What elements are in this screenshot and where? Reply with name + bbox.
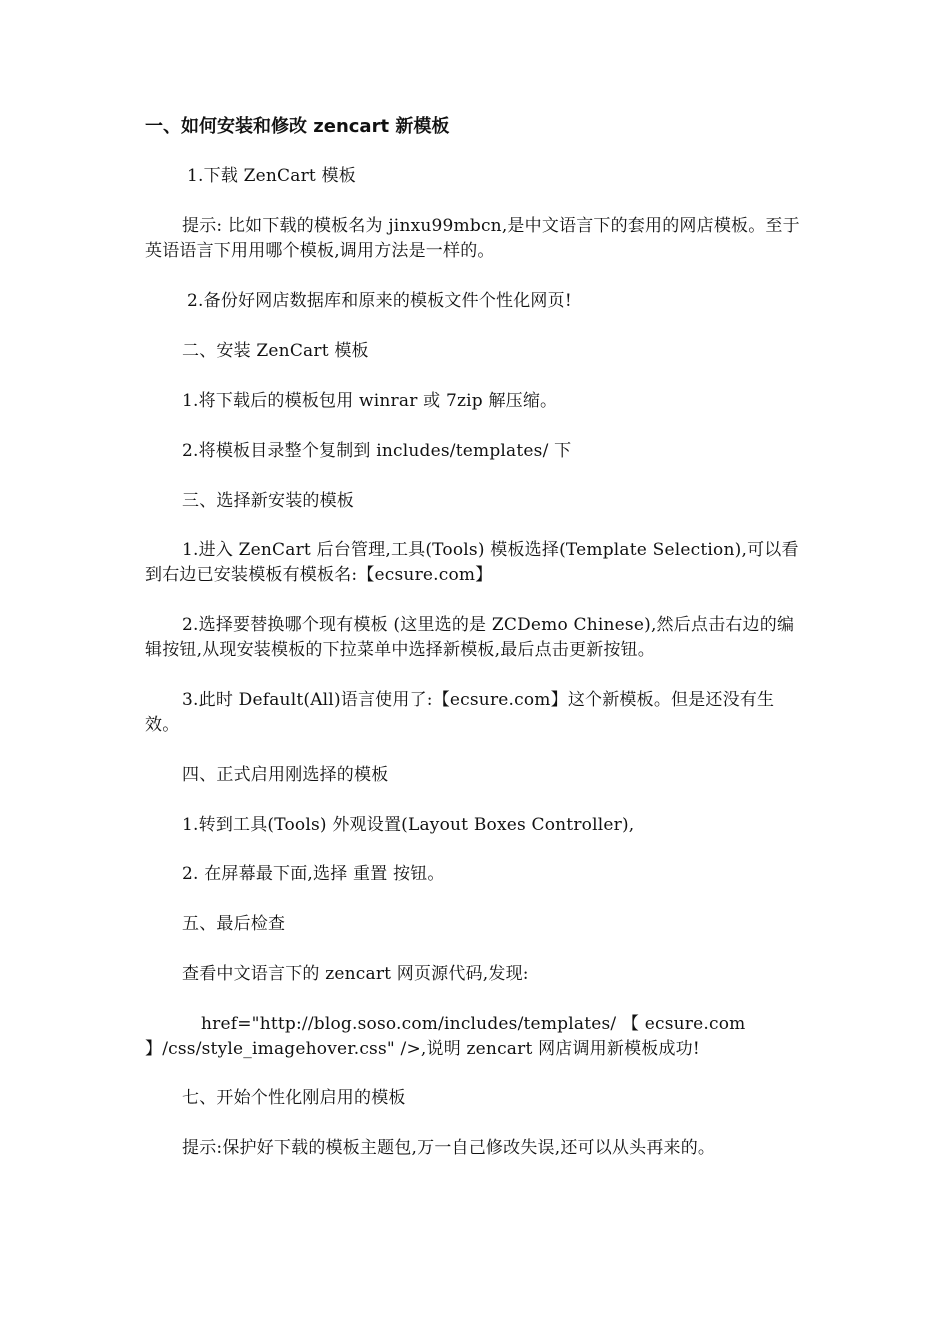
paragraph-layout-boxes: 1.转到工具(Tools) 外观设置(Layout Boxes Controller), bbox=[182, 815, 635, 835]
section-heading-select: 三、选择新安装的模板 bbox=[182, 491, 354, 511]
paragraph-view-source: 查看中文语言下的 zencart 网页源代码,发现: bbox=[182, 964, 529, 984]
section-heading-install: 二、安装 ZenCart 模板 bbox=[182, 341, 369, 361]
paragraph-tip-backup-theme: 提示:保护好下载的模板主题包,万一自己修改失误,还可以从头再来的。 bbox=[182, 1138, 716, 1158]
section-heading-check: 五、最后检查 bbox=[182, 914, 286, 934]
paragraph-unzip: 1.将下载后的模板包用 winrar 或 7zip 解压缩。 bbox=[182, 391, 558, 411]
paragraph-default-language: 3.此时 Default(All)语言使用了:【ecsure.com】这个新模板。但是还没有生效。 bbox=[145, 690, 775, 735]
paragraph-href-code: href="http://blog.soso.com/includes/templates/ 【 ecsure.com 】/css/style_imagehover.css" />,说明 zencart 网店调用新模板成功! bbox=[145, 1014, 746, 1059]
paragraph-backup: 2.备份好网店数据库和原来的模板文件个性化网页! bbox=[187, 291, 572, 311]
document-heading: 一、如何安装和修改 zencart 新模板 bbox=[145, 116, 450, 137]
paragraph-download-template: 1.下载 ZenCart 模板 bbox=[187, 166, 356, 186]
paragraph-copy-directory: 2.将模板目录整个复制到 includes/templates/ 下 bbox=[182, 441, 572, 461]
paragraph-reset-button: 2. 在屏幕最下面,选择 重置 按钮。 bbox=[182, 864, 445, 884]
paragraph-admin-template-selection: 1.进入 ZenCart 后台管理,工具(Tools) 模板选择(Template Selection),可以看到右边已安装模板有模板名:【ecsure.com】 bbox=[145, 540, 799, 585]
section-heading-enable: 四、正式启用刚选择的模板 bbox=[182, 765, 389, 785]
section-heading-personalize: 七、开始个性化刚启用的模板 bbox=[182, 1088, 406, 1108]
paragraph-tip-template-name: 提示: 比如下载的模板名为 jinxu99mbcn,是中文语言下的套用的网店模板。至于英语语言下用用哪个模板,调用方法是一样的。 bbox=[145, 216, 800, 261]
paragraph-replace-template: 2.选择要替换哪个现有模板 (这里选的是 ZCDemo Chinese),然后点击右边的编辑按钮,从现安装模板的下拉菜单中选择新模板,最后点击更新按钮。 bbox=[145, 615, 795, 660]
